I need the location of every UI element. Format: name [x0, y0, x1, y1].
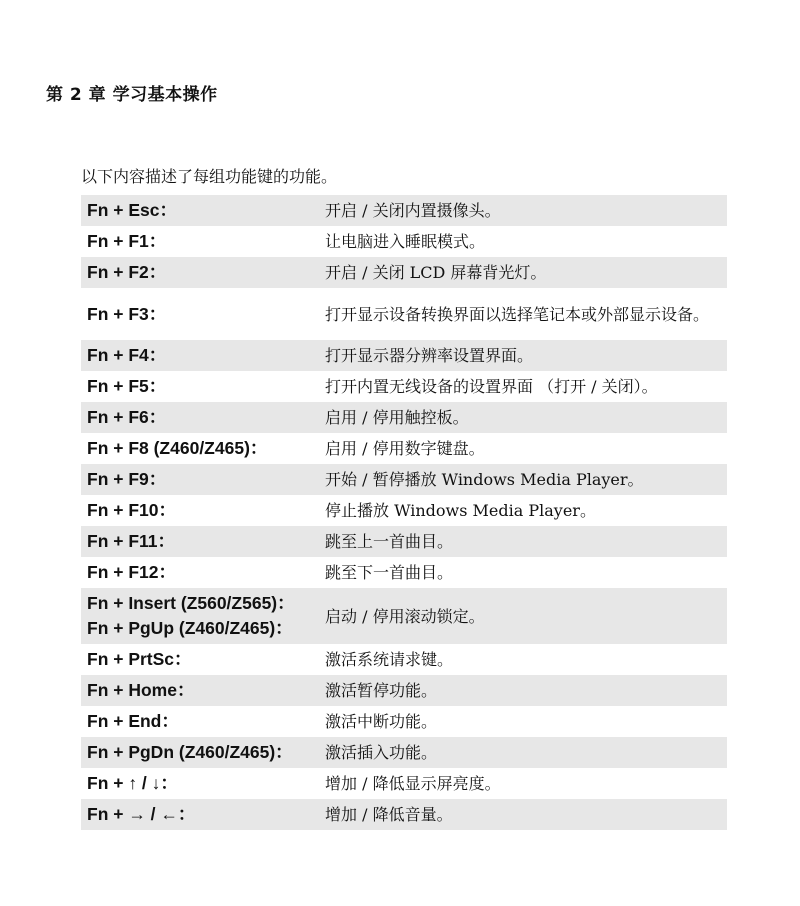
key-description: 启用 / 停用数字键盘。: [325, 439, 485, 458]
key-combination-text: Fn + Home：: [87, 680, 195, 700]
key-combination-text: Fn + End：: [87, 711, 179, 731]
key-description: 打开内置无线设备的设置界面 （打开 / 关闭）。: [325, 377, 658, 396]
key-combination-text: Fn + PgDn (Z460/Z465)：: [87, 742, 293, 762]
table-row: [81, 557, 727, 588]
table-row: [81, 526, 727, 557]
key-description: 停止播放 Windows Media Player。: [325, 501, 596, 520]
key-combination-text: Fn + F9：: [87, 469, 167, 489]
key-combination-text: Fn + → / ←：: [87, 804, 196, 824]
key-combination: [81, 495, 325, 526]
key-combination: [81, 402, 325, 433]
table-row: [81, 495, 727, 526]
key-combination: [81, 340, 325, 371]
key-combination: [81, 675, 325, 706]
key-combination: [81, 195, 325, 226]
key-combination-text: Fn + F10：: [87, 500, 176, 520]
key-combination: [81, 737, 325, 768]
key-combination-text: Fn + F6：: [87, 407, 167, 427]
key-combination-text: Fn + Insert (Z560/Z565)：: [87, 593, 295, 613]
key-combination: [81, 464, 325, 495]
key-combination-text: Fn + PrtSc：: [87, 649, 192, 669]
key-combination-text: Fn + Esc：: [87, 200, 177, 220]
key-description: 开启 / 关闭 LCD 屏幕背光灯。: [325, 257, 727, 288]
key-description: 激活系统请求键。: [325, 650, 454, 669]
table-row: [81, 588, 727, 644]
key-description: 打开显示设备转换界面以选择笔记本或外部显示设备。: [325, 304, 710, 324]
key-combination-text: Fn + F1：: [87, 231, 167, 251]
fn-key-table-body: [81, 195, 727, 830]
table-row: [81, 195, 727, 226]
key-combination: [81, 526, 325, 557]
key-combination-text: Fn + F2：: [87, 262, 167, 282]
table-row: [81, 371, 727, 402]
table-row: [81, 340, 727, 371]
table-row: [81, 675, 727, 706]
key-combination: [81, 644, 325, 675]
key-description: 开始 / 暂停播放 Windows Media Player。: [325, 464, 727, 495]
key-combination-text: Fn + PgUp (Z460/Z465)：: [87, 618, 293, 638]
table-row: [81, 768, 727, 799]
chapter-heading: 第 2 章 学习基本操作: [46, 85, 218, 105]
table-row: [81, 433, 727, 464]
key-combination-text: Fn + F3：: [87, 303, 167, 324]
key-description: 跳至上一首曲目。: [325, 526, 727, 557]
key-description: 开启 / 关闭内置摄像头。: [325, 195, 727, 226]
table-row: [81, 737, 727, 768]
key-combination: [81, 257, 325, 288]
table-row: [81, 799, 727, 830]
key-combination-text: Fn + ↑ / ↓：: [87, 773, 178, 793]
key-description: 激活暂停功能。: [325, 675, 727, 706]
key-combination: [81, 799, 325, 830]
key-combination-text: Fn + F5：: [87, 376, 167, 396]
key-description: 增加 / 降低显示屏亮度。: [325, 774, 501, 793]
key-combination-text: Fn + F11：: [87, 531, 176, 551]
fn-key-table: [81, 195, 727, 830]
key-description: 激活插入功能。: [325, 737, 727, 768]
key-description: 启动 / 停用滚动锁定。: [325, 588, 727, 644]
key-combination: [81, 226, 325, 257]
key-combination: [81, 768, 325, 799]
key-description: 激活中断功能。: [325, 712, 438, 731]
table-row: [81, 706, 727, 737]
key-description: 让电脑进入睡眠模式。: [325, 232, 486, 251]
key-combination: [81, 288, 325, 340]
key-description: 跳至下一首曲目。: [325, 563, 454, 582]
key-description: 打开显示器分辨率设置界面。: [325, 340, 727, 371]
table-row: [81, 644, 727, 675]
key-combination-text: Fn + F8 (Z460/Z465)：: [87, 438, 268, 458]
key-combination-text: Fn + F4：: [87, 345, 167, 365]
key-combination: [81, 706, 325, 737]
key-description: 增加 / 降低音量。: [325, 799, 727, 830]
intro-text: 以下内容描述了每组功能键的功能。: [81, 167, 338, 186]
table-row: [81, 464, 727, 495]
table-row: [81, 288, 727, 340]
key-combination-text: Fn + F12：: [87, 562, 176, 582]
key-description: 启用 / 停用触控板。: [325, 402, 727, 433]
key-combination: [81, 557, 325, 588]
key-combination: [81, 433, 325, 464]
key-combination: [81, 588, 325, 644]
table-row: [81, 257, 727, 288]
table-row: [81, 402, 727, 433]
key-combination: [81, 371, 325, 402]
table-row: [81, 226, 727, 257]
